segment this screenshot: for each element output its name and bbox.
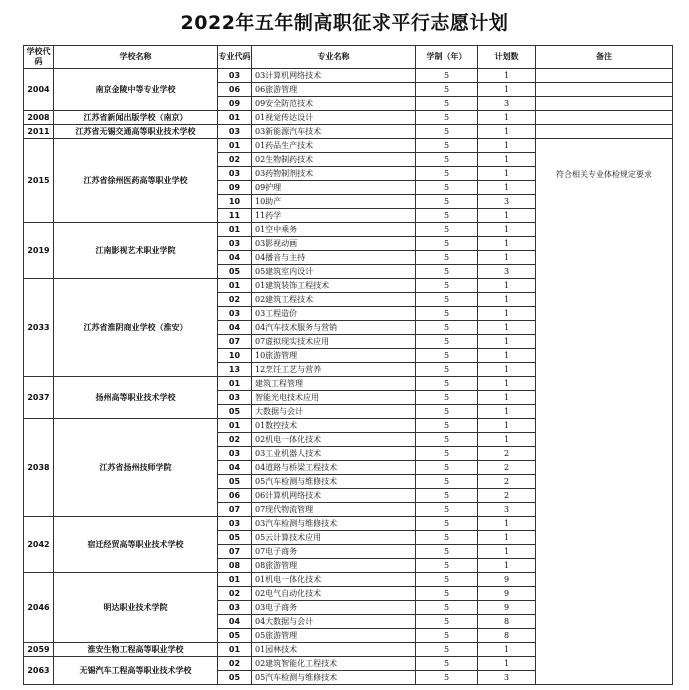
plan-cell: 1	[478, 209, 536, 223]
major-code-cell: 13	[218, 363, 252, 377]
plan-cell: 1	[478, 335, 536, 349]
duration-cell: 5	[416, 615, 478, 629]
major-name-cell: 03计算机网络技术	[252, 69, 416, 83]
plan-cell: 1	[478, 559, 536, 573]
major-name-cell: 03汽车检测与维修技术	[252, 517, 416, 531]
major-code-cell: 01	[218, 643, 252, 657]
major-name-cell: 02建筑智能化工程技术	[252, 657, 416, 671]
major-name-cell: 06计算机网络技术	[252, 489, 416, 503]
plan-cell: 1	[478, 391, 536, 405]
major-code-cell: 10	[218, 349, 252, 363]
school-code-cell: 2033	[24, 279, 54, 377]
plan-cell: 1	[478, 251, 536, 265]
plan-cell: 1	[478, 223, 536, 237]
major-name-cell: 04播音与主持	[252, 251, 416, 265]
note-cell	[536, 125, 673, 139]
school-name-cell: 南京金陵中等专业学校	[54, 69, 218, 111]
major-code-cell: 08	[218, 559, 252, 573]
major-name-cell: 12烹饪工艺与营养	[252, 363, 416, 377]
school-name-cell: 江南影视艺术职业学院	[54, 223, 218, 279]
major-name-cell: 03新能源汽车技术	[252, 125, 416, 139]
plan-cell: 1	[478, 125, 536, 139]
header-school-name: 学校名称	[54, 46, 218, 69]
major-code-cell: 07	[218, 503, 252, 517]
major-name-cell: 01机电一体化技术	[252, 573, 416, 587]
plan-cell: 1	[478, 153, 536, 167]
school-code-cell: 2004	[24, 69, 54, 111]
major-name-cell: 09护理	[252, 181, 416, 195]
school-code-cell: 2046	[24, 573, 54, 643]
plan-table	[23, 45, 673, 685]
major-code-cell: 05	[218, 531, 252, 545]
duration-cell: 5	[416, 307, 478, 321]
school-name-cell: 明达职业技术学院	[54, 573, 218, 643]
school-code-cell: 2063	[24, 657, 54, 685]
duration-cell: 5	[416, 587, 478, 601]
major-name-cell: 10助产	[252, 195, 416, 209]
duration-cell: 5	[416, 671, 478, 685]
duration-cell: 5	[416, 503, 478, 517]
plan-cell: 8	[478, 629, 536, 643]
major-code-cell: 05	[218, 265, 252, 279]
major-name-cell: 02建筑工程技术	[252, 293, 416, 307]
duration-cell: 5	[416, 335, 478, 349]
plan-cell: 1	[478, 293, 536, 307]
major-code-cell: 01	[218, 279, 252, 293]
plan-cell: 9	[478, 573, 536, 587]
school-name-cell: 扬州高等职业技术学校	[54, 377, 218, 419]
duration-cell: 5	[416, 391, 478, 405]
plan-cell: 1	[478, 517, 536, 531]
plan-cell: 1	[478, 405, 536, 419]
major-name-cell: 01园林技术	[252, 643, 416, 657]
duration-cell: 5	[416, 251, 478, 265]
duration-cell: 5	[416, 643, 478, 657]
major-name-cell: 01视觉传达设计	[252, 111, 416, 125]
major-code-cell: 03	[218, 125, 252, 139]
school-name-cell: 宿迁经贸高等职业技术学校	[54, 517, 218, 573]
major-name-cell: 智能光电技术应用	[252, 391, 416, 405]
duration-cell: 5	[416, 223, 478, 237]
major-code-cell: 01	[218, 139, 252, 153]
major-name-cell: 07电子商务	[252, 545, 416, 559]
major-code-cell: 09	[218, 97, 252, 111]
note-cell	[536, 69, 673, 83]
major-code-cell: 06	[218, 489, 252, 503]
major-name-cell: 03药物制剂技术	[252, 167, 416, 181]
duration-cell: 5	[416, 489, 478, 503]
header-note: 备注	[536, 46, 673, 69]
major-code-cell: 11	[218, 209, 252, 223]
major-name-cell: 07现代物流管理	[252, 503, 416, 517]
duration-cell: 5	[416, 573, 478, 587]
plan-cell: 1	[478, 433, 536, 447]
school-name-cell: 淮安生物工程高等职业学校	[54, 643, 218, 657]
school-code-cell: 2008	[24, 111, 54, 125]
header-school-code: 学校代码	[24, 46, 54, 69]
major-name-cell: 10旅游管理	[252, 349, 416, 363]
school-code-cell: 2015	[24, 139, 54, 223]
major-name-cell: 02电气自动化技术	[252, 587, 416, 601]
plan-cell: 3	[478, 97, 536, 111]
major-code-cell: 03	[218, 391, 252, 405]
plan-cell: 1	[478, 349, 536, 363]
plan-cell: 1	[478, 69, 536, 83]
duration-cell: 5	[416, 83, 478, 97]
major-code-cell: 05	[218, 405, 252, 419]
table-row	[24, 139, 673, 153]
plan-cell: 9	[478, 601, 536, 615]
duration-cell: 5	[416, 293, 478, 307]
major-code-cell: 02	[218, 433, 252, 447]
duration-cell: 5	[416, 559, 478, 573]
major-code-cell: 03	[218, 167, 252, 181]
duration-cell: 5	[416, 97, 478, 111]
plan-cell: 2	[478, 475, 536, 489]
duration-cell: 5	[416, 517, 478, 531]
major-name-cell: 11药学	[252, 209, 416, 223]
major-code-cell: 09	[218, 181, 252, 195]
major-name-cell: 05汽车检测与维修技术	[252, 475, 416, 489]
duration-cell: 5	[416, 349, 478, 363]
major-code-cell: 04	[218, 615, 252, 629]
major-name-cell: 08旅游管理	[252, 559, 416, 573]
duration-cell: 5	[416, 447, 478, 461]
plan-cell: 8	[478, 615, 536, 629]
school-code-cell: 2019	[24, 223, 54, 279]
duration-cell: 5	[416, 601, 478, 615]
major-name-cell: 05旅游管理	[252, 629, 416, 643]
major-name-cell: 04汽车技术服务与营销	[252, 321, 416, 335]
plan-cell: 1	[478, 531, 536, 545]
school-name-cell: 无锡汽车工程高等职业技术学校	[54, 657, 218, 685]
major-code-cell: 05	[218, 475, 252, 489]
major-name-cell: 04大数据与会计	[252, 615, 416, 629]
major-name-cell: 02生物制药技术	[252, 153, 416, 167]
major-name-cell: 05建筑室内设计	[252, 265, 416, 279]
plan-cell: 1	[478, 377, 536, 391]
plan-cell: 3	[478, 671, 536, 685]
duration-cell: 5	[416, 363, 478, 377]
plan-cell: 1	[478, 237, 536, 251]
header-major-code: 专业代码	[218, 46, 252, 69]
duration-cell: 5	[416, 321, 478, 335]
major-name-cell: 02机电一体化技术	[252, 433, 416, 447]
major-code-cell: 02	[218, 293, 252, 307]
major-code-cell: 07	[218, 545, 252, 559]
duration-cell: 5	[416, 657, 478, 671]
note-cell	[536, 83, 673, 97]
major-name-cell: 03工业机器人技术	[252, 447, 416, 461]
major-name-cell: 01药品生产技术	[252, 139, 416, 153]
major-code-cell: 01	[218, 223, 252, 237]
school-name-cell: 江苏省无锡交通高等职业技术学校	[54, 125, 218, 139]
duration-cell: 5	[416, 475, 478, 489]
plan-cell: 1	[478, 167, 536, 181]
plan-cell: 1	[478, 419, 536, 433]
plan-cell: 9	[478, 587, 536, 601]
plan-cell: 2	[478, 447, 536, 461]
plan-cell: 1	[478, 181, 536, 195]
major-code-cell: 05	[218, 629, 252, 643]
major-name-cell: 03影视动画	[252, 237, 416, 251]
duration-cell: 5	[416, 279, 478, 293]
school-code-cell: 2042	[24, 517, 54, 573]
plan-cell: 1	[478, 657, 536, 671]
plan-cell: 1	[478, 83, 536, 97]
header-major-name: 专业名称	[252, 46, 416, 69]
major-name-cell: 建筑工程管理	[252, 377, 416, 391]
school-name-cell: 江苏省淮阴商业学校（淮安）	[54, 279, 218, 377]
major-name-cell: 01数控技术	[252, 419, 416, 433]
major-code-cell: 07	[218, 335, 252, 349]
major-name-cell: 09安全防范技术	[252, 97, 416, 111]
duration-cell: 5	[416, 545, 478, 559]
major-code-cell: 04	[218, 461, 252, 475]
major-code-cell: 01	[218, 377, 252, 391]
school-code-cell: 2037	[24, 377, 54, 419]
duration-cell: 5	[416, 153, 478, 167]
note-cell	[536, 97, 673, 111]
duration-cell: 5	[416, 629, 478, 643]
duration-cell: 5	[416, 419, 478, 433]
duration-cell: 5	[416, 69, 478, 83]
major-name-cell: 03电子商务	[252, 601, 416, 615]
major-name-cell: 03工程造价	[252, 307, 416, 321]
major-code-cell: 03	[218, 447, 252, 461]
major-name-cell: 01建筑装饰工程技术	[252, 279, 416, 293]
plan-cell: 1	[478, 545, 536, 559]
major-name-cell: 06旅游管理	[252, 83, 416, 97]
table-row	[24, 69, 673, 83]
major-code-cell: 04	[218, 251, 252, 265]
note-cell: 符合相关专业体检规定要求	[536, 139, 673, 685]
header-duration: 学制（年）	[416, 46, 478, 69]
major-code-cell: 03	[218, 517, 252, 531]
plan-cell: 3	[478, 503, 536, 517]
note-cell	[536, 111, 673, 125]
major-name-cell: 05汽车检测与维修技术	[252, 671, 416, 685]
plan-cell: 1	[478, 279, 536, 293]
major-code-cell: 03	[218, 237, 252, 251]
major-code-cell: 03	[218, 307, 252, 321]
plan-cell: 1	[478, 643, 536, 657]
duration-cell: 5	[416, 237, 478, 251]
header-row	[24, 46, 673, 69]
table-body	[24, 69, 673, 685]
school-name-cell: 江苏省扬州技师学院	[54, 419, 218, 517]
duration-cell: 5	[416, 461, 478, 475]
major-code-cell: 05	[218, 671, 252, 685]
major-code-cell: 01	[218, 419, 252, 433]
major-name-cell: 04道路与桥梁工程技术	[252, 461, 416, 475]
duration-cell: 5	[416, 209, 478, 223]
plan-cell: 1	[478, 111, 536, 125]
plan-cell: 1	[478, 139, 536, 153]
major-code-cell: 01	[218, 111, 252, 125]
table-row	[24, 111, 673, 125]
plan-cell: 1	[478, 307, 536, 321]
duration-cell: 5	[416, 111, 478, 125]
plan-cell: 3	[478, 195, 536, 209]
school-code-cell: 2038	[24, 419, 54, 517]
header-plan: 计划数	[478, 46, 536, 69]
school-name-cell: 江苏省徐州医药高等职业学校	[54, 139, 218, 223]
plan-cell: 1	[478, 363, 536, 377]
major-code-cell: 02	[218, 587, 252, 601]
duration-cell: 5	[416, 405, 478, 419]
duration-cell: 5	[416, 433, 478, 447]
duration-cell: 5	[416, 167, 478, 181]
major-name-cell: 大数据与会计	[252, 405, 416, 419]
major-code-cell: 01	[218, 573, 252, 587]
plan-cell: 1	[478, 321, 536, 335]
plan-cell: 2	[478, 489, 536, 503]
school-name-cell: 江苏省新闻出版学校（南京）	[54, 111, 218, 125]
duration-cell: 5	[416, 195, 478, 209]
plan-cell: 2	[478, 461, 536, 475]
major-name-cell: 07虚拟现实技术应用	[252, 335, 416, 349]
document-title: 2022年五年制高职征求平行志愿计划	[180, 12, 509, 34]
plan-cell: 3	[478, 265, 536, 279]
major-code-cell: 10	[218, 195, 252, 209]
major-code-cell: 03	[218, 601, 252, 615]
major-name-cell: 05云计算技术应用	[252, 531, 416, 545]
major-name-cell: 01空中乘务	[252, 223, 416, 237]
duration-cell: 5	[416, 265, 478, 279]
major-code-cell: 06	[218, 83, 252, 97]
duration-cell: 5	[416, 377, 478, 391]
major-code-cell: 02	[218, 657, 252, 671]
table-row	[24, 125, 673, 139]
duration-cell: 5	[416, 181, 478, 195]
duration-cell: 5	[416, 125, 478, 139]
major-code-cell: 03	[218, 69, 252, 83]
major-code-cell: 04	[218, 321, 252, 335]
duration-cell: 5	[416, 531, 478, 545]
duration-cell: 5	[416, 139, 478, 153]
major-code-cell: 02	[218, 153, 252, 167]
school-code-cell: 2011	[24, 125, 54, 139]
school-code-cell: 2059	[24, 643, 54, 657]
